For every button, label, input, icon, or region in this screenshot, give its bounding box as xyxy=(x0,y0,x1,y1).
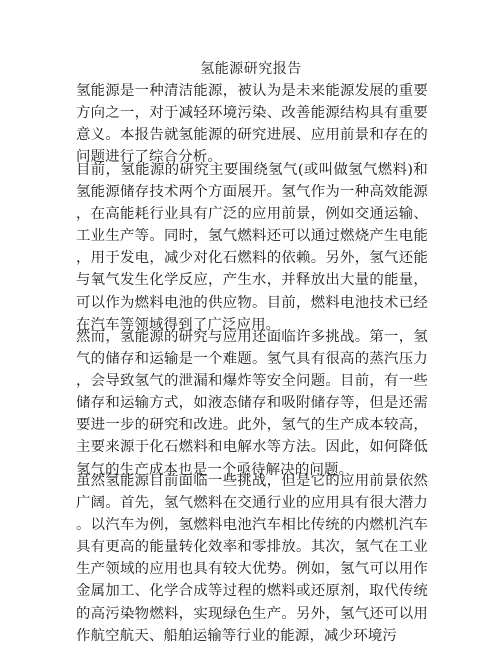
paragraph-intro: 氢能源是一种清洁能源，被认为是未来能源发展的重要方向之一，对于减轻环境污染、改善能源结构具有重要意义。本报告就氢能源的研究进展、应用前景和存在的问题进行了综合分析。 xyxy=(76,83,428,166)
document-title: 氢能源研究报告 xyxy=(200,61,302,77)
paragraph-research-status: 目前，氢能源的研究主要围绕氢气(或叫做氢气燃料)和氢能源储存技术两个方面展开。氢气作为一种高效能源，在高能耗行业具有广泛的应用前景，例如交通运输、工业生产等。同时，氢气燃料还可以通过燃烧产生电能，用于发电，减少对化石燃料的依赖。另外，氢气还能与氧气发生化学反应，产生水，并释放出大量的能量，可以作为燃料电池的供应物。目前，燃料电池技术已经在汽车等领域得到了广泛应用。 xyxy=(76,162,428,333)
paragraph-challenges: 然而，氢能源的研究与应用还面临许多挑战。第一，氢气的储存和运输是一个难题。氢气具有很高的蒸汽压力，会导致氢气的泄漏和爆炸等安全问题。目前，有一些储存和运输方式，如液态储存和吸附储存等，但是还需要进一步的研究和改进。此外，氢气的生产成本较高，主要来源于化石燃料和电解水等方法。因此，如何降低氢气的生产成本也是一个亟待解决的问题。 xyxy=(76,329,428,478)
paragraph-prospects: 虽然氢能源目前面临一些挑战，但是它的应用前景依然广阔。首先，氢气燃料在交通行业的应用具有很大潜力。以汽车为例，氢燃料电池汽车相比传统的内燃机汽车具有更高的能量转化效率和零排放。其次，氢气在工业生产领域的应用也具有较大优势。例如，氢气可以用作金属加工、化学合成等过程的燃料或还原剂，取代传统的高污染物燃料，实现绿色生产。另外，氢气还可以用作航空航天、船舶运输等行业的能源，减少环境污 xyxy=(76,473,428,644)
